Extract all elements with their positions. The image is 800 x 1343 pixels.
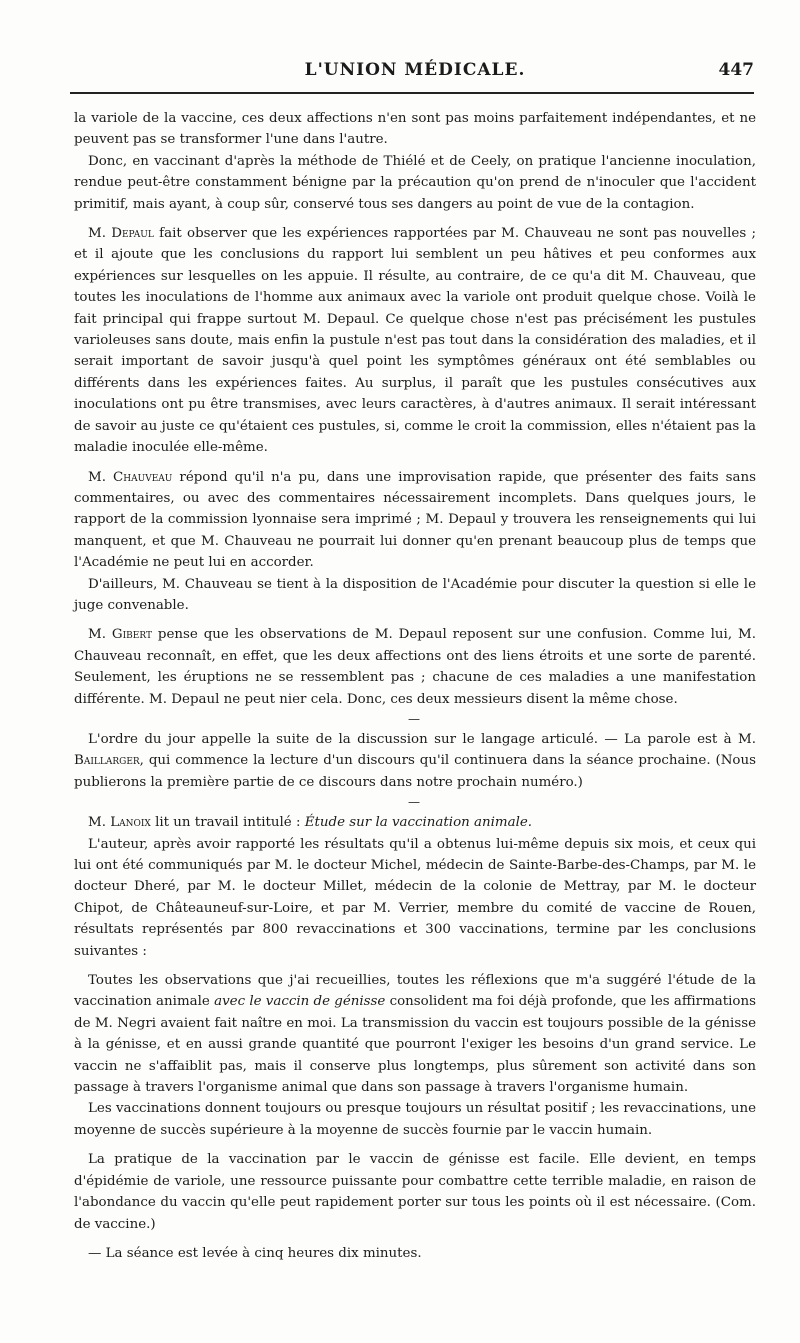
- paragraph-chauveau-2: D'ailleurs, M. Chauveau se tient à la disposition de l'Académie pour discuter la question si elle le juge convenable.: [74, 576, 756, 613]
- work-title: Étude sur la vaccination animale.: [304, 815, 533, 831]
- speaker-name: M. Lanoix: [88, 815, 151, 831]
- journal-title: L'UNION MÉDICALE.: [304, 60, 526, 80]
- paragraph-pratique: La pratique de la vaccination par le vaccin de génisse est facile. Elle devient, en temps d'épidémie de variole, une ressource puissante pour combattre cette terrible maladie, en raison de l'abondance du vaccin qu'elle peut rapidement porter sur tous les points où il est nécessaire. (Com. de vaccine.): [74, 1152, 756, 1232]
- paragraph-lanoix: M. Lanoix lit un travail intitulé : Étude sur la vaccination animale.: [88, 815, 533, 831]
- speaker-name: M. Chauveau: [88, 469, 173, 485]
- paragraph-2: Donc, en vaccinant d'après la méthode de Thiélé et de Ceely, on pratique l'ancienne inoculation, rendue peut-être constamment bénigne par la précaution qu'on prend de n'inoculer que l'accident primitif, mais ayant, à coup sûr, conservé tous ses dangers au point de vue de la contagion.: [74, 153, 756, 212]
- paragraph-chauveau: M. Chauveau répond qu'il n'a pu, dans une improvisation rapide, que présenter des faits sans commentaires, ou avec des commentaires nécessairement incomplets. Dans quelques jours, le rapport de la commission lyonnaise sera imprimé ; M. Depaul y trouvera les renseignements qui lui manquent, et que M. Chauveau ne pourrait lui donner qu'en prenant beaucoup plus de temps que l'Académie ne peut lui en accorder.: [74, 469, 757, 571]
- paragraph-gibert: M. Gibert pense que les observations de M. Depaul reposent sur une confusion. Comme lui, M. Chauveau reconnaît, en effet, que les deux affections ont des liens étroits et une sorte de parenté. Seulement, les éruptions ne se ressemblent pas ; chacune de ces maladies a une manifestation différente. M. Depaul ne peut nier cela. Donc, ces deux messieurs disent la même chose.: [74, 627, 756, 707]
- running-header: [76, 60, 754, 90]
- paragraph-depaul: M. Depaul fait observer que les expériences rapportées par M. Chauveau ne sont pas nouvelles ; et il ajoute que les conclusions du rapport lui semblent un peu hâtives et peu conformes aux expériences sur lesquelles on les appuie. Il résulte, au contraire, de ce qu'a dit M. Chauveau, que toutes les inoculations de l'homme aux animaux avec la variole ont produit quelque chose. Voilà le fait principal qui frappe surtout M. Depaul. Ce quelque chose n'est pas précisément les pustules varioleuses sans doute, mais enfin la pustule n'est pas tout dans la considération des maladies, et il serait important de savoir jusqu'à quel point les symptômes généraux ont été semblables ou différents dans les expériences faites. Au surplus, il paraît que les pustules consécutives aux inoculations ont pu être transmises, avec leurs caractères, à d'autres animaux. Il serait intéressant de savoir au juste ce qu'étaient ces pustules, si, comme le croit la commission, elles n'étaient pas la maladie inoculée elle-même.: [74, 226, 757, 456]
- section-separator: —: [408, 711, 422, 726]
- paragraph-auteur: L'auteur, après avoir rapporté les résultats qu'il a obtenus lui-même depuis six mois, et ceux qui lui ont été communiqués par M. le docteur Michel, médecin de Sainte-Barbe-des-Champs, par M. le docteur Dheré, par M. le docteur Millet, médecin de la colonie de Mettray, par M. le docteur Chipot, de Châteauneuf-sur-Loire, et par M. Verrier, membre du comité de vaccine de Rouen, résultats représentés par 800 revaccinations et 300 vaccinations, termine par les conclusions suivantes :: [74, 836, 756, 959]
- speaker-name: Baillarger: [74, 753, 140, 769]
- emphasis: avec le vaccin de génisse: [214, 994, 386, 1010]
- paragraph-1: la variole de la vaccine, ces deux affections n'en sont pas moins parfaitement indépendantes, et ne peuvent pas se transformer l'une dans l'autre.: [74, 111, 756, 148]
- section-separator: —: [408, 795, 422, 810]
- article-body: [74, 108, 756, 1264]
- header-rule: [70, 92, 754, 94]
- paragraph-seance-levee: — La séance est levée à cinq heures dix minutes.: [88, 1245, 422, 1261]
- paragraph-vaccinations: Les vaccinations donnent toujours ou presque toujours un résultat positif ; les revaccinations, une moyenne de succès supérieure à la moyenne de succès fournie par le vaccin humain.: [74, 1101, 756, 1138]
- page-number: 447: [718, 60, 754, 80]
- paragraph-conclusions: Toutes les observations que j'ai recueillies, toutes les réflexions que m'a suggéré l'étude de la vaccination animale avec le vaccin de génisse consolident ma foi déjà profonde, que les affirmations de M. Negri avaient fait naître en moi. La transmission du vaccin est toujours possible de la génisse à la génisse, et en aussi grande quantité que pourront l'exiger les besoins d'un grand service. Le vaccin ne s'affaiblit pas, mais il conserve plus longtemps, plus sûrement son activité dans son passage à travers l'organisme animal que dans son passage à travers l'organisme humain.: [74, 973, 756, 1096]
- paragraph-ordre-du-jour: L'ordre du jour appelle la suite de la discussion sur le langage articulé. — La parole est à M. Baillarger, qui commence la lecture d'un discours qu'il continuera dans la séance prochaine. (Nous publierons la première partie de ce discours dans notre prochain numéro.): [74, 731, 756, 790]
- speaker-name: M. Gibert: [88, 627, 152, 643]
- speaker-name: M. Depaul: [88, 226, 154, 242]
